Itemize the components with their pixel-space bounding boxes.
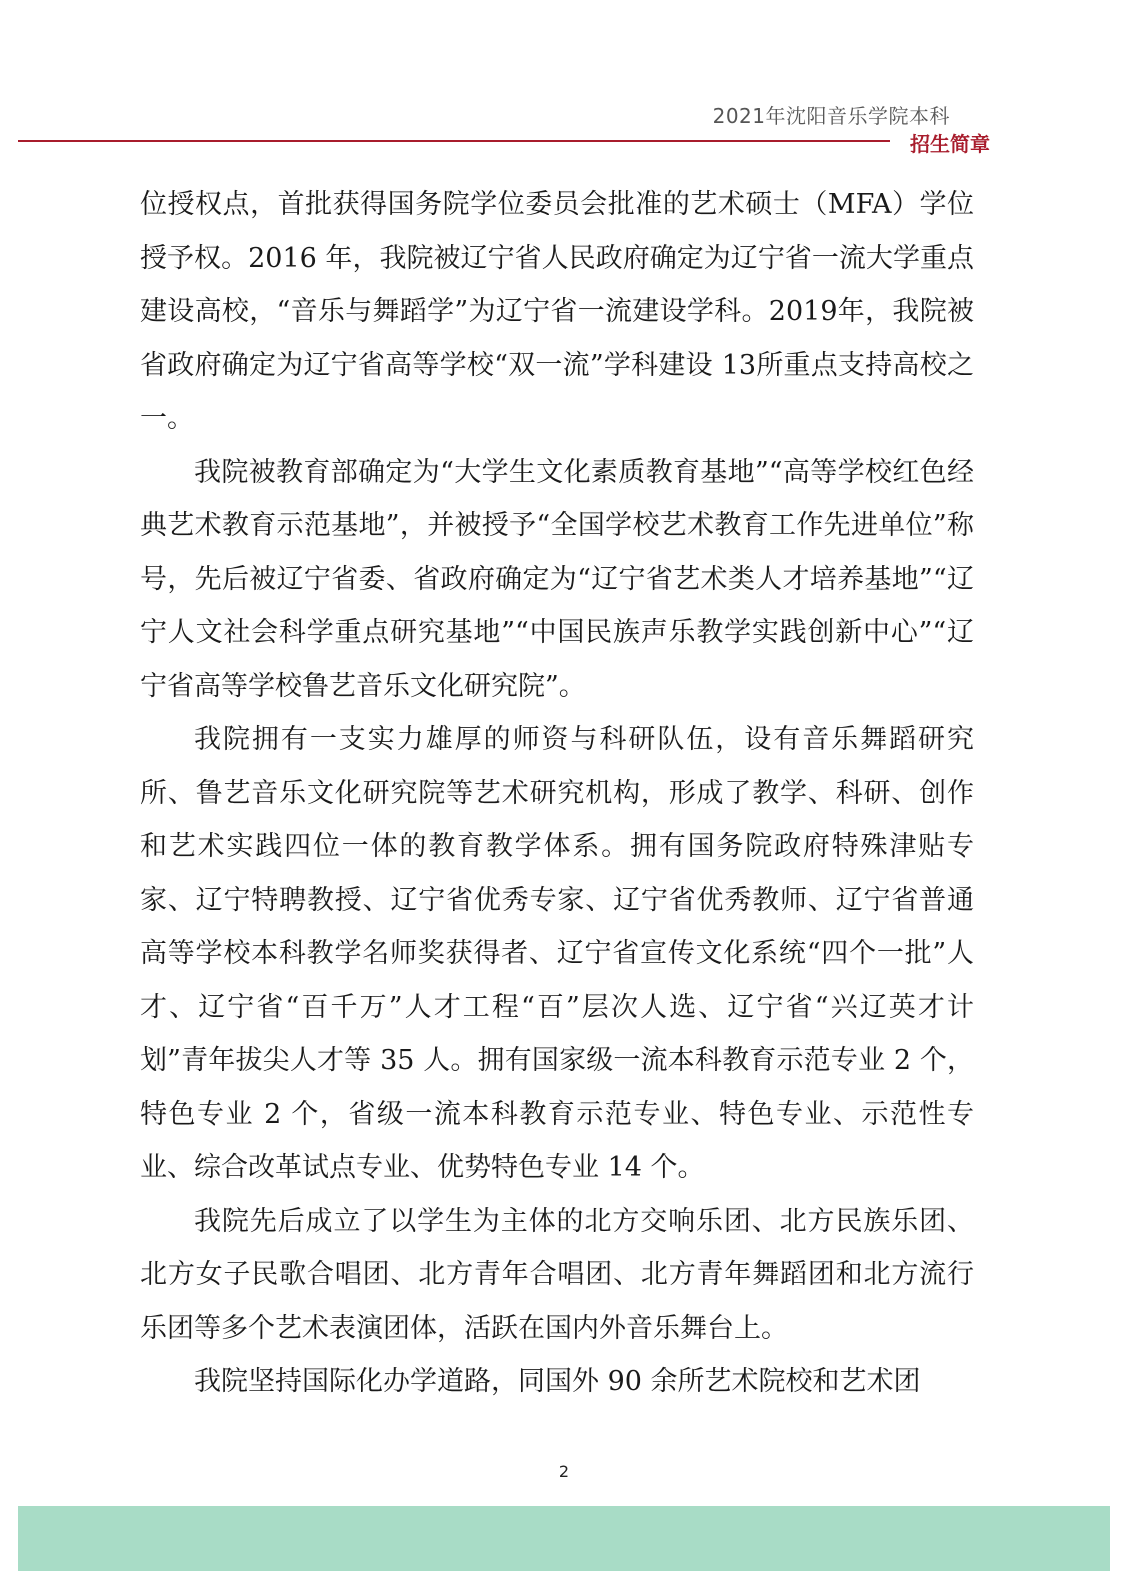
paragraph: 我院拥有一支实力雄厚的师资与科研队伍，设有音乐舞蹈研究所、鲁艺音乐文化研究院等艺术研究机构，形成了教学、科研、创作和艺术实践四位一体的教育教学体系。拥有国务院政府特殊津贴专家、辽宁特聘教授、辽宁省优秀专家、辽宁省优秀教师、辽宁省普通高等学校本科教学名师奖获得者、辽宁省宣传文化系统“四个一批”人才、辽宁省“百千万”人才工程“百”层次人选、辽宁省“兴辽英才计划”青年拔尖人才等 35 人。拥有国家级一流本科教育示范专业 2 个，特色专业 2 个，省级一流本科教育示范专业、特色专业、示范性专业、综合改革试点专业、优势特色专业 14 个。 bbox=[140, 724, 974, 1183]
paragraph-continued: 位授权点，首批获得国务院学位委员会批准的艺术硕士（MFA）学位授予权。2016 年，我院被辽宁省人民政府确定为辽宁省一流大学重点建设高校，“音乐与舞蹈学”为辽宁省一流建设学科。2019年，我院被省政府确定为辽宁省高等学校“双一流”学科建设 13所重点支持高校之一。 bbox=[140, 189, 974, 434]
footer-band bbox=[18, 1506, 1110, 1571]
page-number: 2 bbox=[558, 1462, 570, 1481]
body-text bbox=[140, 178, 974, 1409]
header-title: 2021年沈阳音乐学院本科 bbox=[712, 104, 950, 128]
paragraph: 我院坚持国际化办学道路，同国外 90 余所艺术院校和艺术团 bbox=[194, 1366, 921, 1397]
header-divider bbox=[18, 140, 890, 142]
paragraph: 我院先后成立了以学生为主体的北方交响乐团、北方民族乐团、北方女子民歌合唱团、北方青年合唱团、北方青年舞蹈团和北方流行乐团等多个艺术表演团体，活跃在国内外音乐舞台上。 bbox=[140, 1205, 974, 1344]
header-subtitle: 招生简章 bbox=[910, 132, 990, 156]
paragraph: 我院被教育部确定为“大学生文化素质教育基地”“高等学校红色经典艺术教育示范基地”，并被授予“全国学校艺术教育工作先进单位”称号，先后被辽宁省委、省政府确定为“辽宁省艺术类人才培养基地”“辽宁人文社会科学重点研究基地”“中国民族声乐教学实践创新中心”“辽宁省高等学校鲁艺音乐文化研究院”。 bbox=[140, 456, 974, 702]
